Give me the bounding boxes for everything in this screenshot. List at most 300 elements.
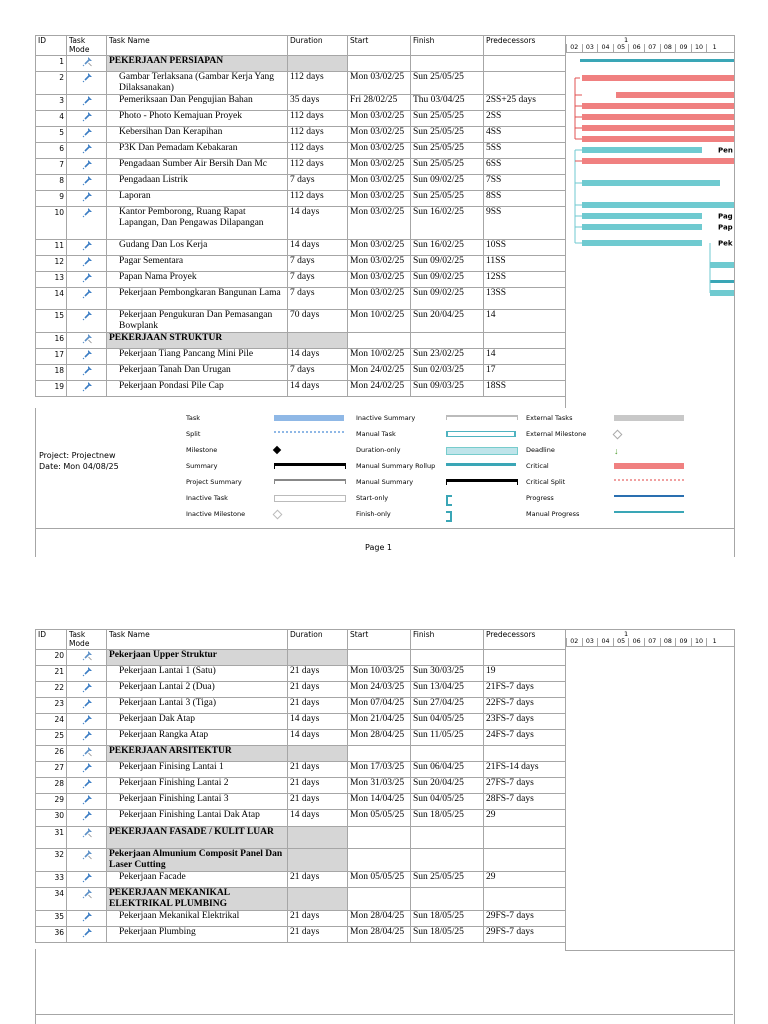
- task-finish[interactable]: Sun 02/03/25: [411, 365, 484, 381]
- task-row[interactable]: [36, 240, 566, 256]
- task-name[interactable]: Pekerjaan Facade: [107, 872, 288, 888]
- task-duration[interactable]: 21 days: [288, 762, 348, 778]
- task-row[interactable]: [36, 111, 566, 127]
- task-duration[interactable]: 21 days: [288, 794, 348, 810]
- task-finish[interactable]: Sun 09/02/25: [411, 175, 484, 191]
- task-start[interactable]: [348, 888, 411, 911]
- task-finish[interactable]: Sun 16/02/25: [411, 240, 484, 256]
- task-bar[interactable]: [582, 240, 702, 246]
- task-predecessors[interactable]: 11SS: [484, 256, 566, 272]
- task-row[interactable]: [36, 127, 566, 143]
- task-start[interactable]: Mon 28/04/25: [348, 911, 411, 927]
- timescale-tick: 04: [597, 638, 613, 646]
- task-start[interactable]: Mon 03/02/25: [348, 127, 411, 143]
- task-start[interactable]: Mon 14/04/25: [348, 794, 411, 810]
- task-predecessors[interactable]: 29: [484, 872, 566, 888]
- task-bar[interactable]: [582, 147, 702, 153]
- task-start[interactable]: Mon 07/04/25: [348, 698, 411, 714]
- task-bar[interactable]: [710, 262, 734, 268]
- task-predecessors[interactable]: 12SS: [484, 272, 566, 288]
- task-predecessors[interactable]: 22FS-7 days: [484, 698, 566, 714]
- task-predecessors[interactable]: [484, 72, 566, 95]
- task-id[interactable]: 22: [36, 682, 67, 698]
- task-start[interactable]: Mon 03/02/25: [348, 256, 411, 272]
- task-finish[interactable]: Sun 25/05/25: [411, 143, 484, 159]
- task-id[interactable]: 12: [36, 256, 67, 272]
- task-name[interactable]: Pemeriksaan Dan Pengujian Bahan: [107, 95, 288, 111]
- task-name[interactable]: PEKERJAAN MEKANIKAL ELEKTRIKAL PLUMBING: [107, 888, 288, 911]
- task-start[interactable]: Mon 17/03/25: [348, 762, 411, 778]
- task-name[interactable]: Kebersihan Dan Kerapihan: [107, 127, 288, 143]
- task-predecessors[interactable]: 23FS-7 days: [484, 714, 566, 730]
- task-duration[interactable]: 14 days: [288, 240, 348, 256]
- task-finish[interactable]: [411, 746, 484, 762]
- timescale-tick: 1: [706, 44, 722, 52]
- task-name[interactable]: Pagar Sementara: [107, 256, 288, 272]
- col-id-header[interactable]: ID: [36, 630, 67, 650]
- task-start[interactable]: Mon 03/02/25: [348, 288, 411, 310]
- task-id[interactable]: 8: [36, 175, 67, 191]
- task-duration[interactable]: 7 days: [288, 175, 348, 191]
- task-predecessors[interactable]: 9SS: [484, 207, 566, 240]
- task-id[interactable]: 29: [36, 794, 67, 810]
- task-start[interactable]: Mon 03/02/25: [348, 240, 411, 256]
- task-row[interactable]: [36, 333, 566, 349]
- task-start[interactable]: [348, 56, 411, 72]
- task-finish[interactable]: [411, 827, 484, 849]
- col-id-header[interactable]: ID: [36, 36, 67, 56]
- task-start[interactable]: Mon 03/02/25: [348, 175, 411, 191]
- task-row[interactable]: [36, 849, 566, 872]
- task-row[interactable]: [36, 143, 566, 159]
- legend-swatch: [274, 415, 344, 421]
- task-name[interactable]: Laporan: [107, 191, 288, 207]
- task-start[interactable]: Mon 21/04/25: [348, 714, 411, 730]
- task-row[interactable]: [36, 762, 566, 778]
- task-predecessors[interactable]: 13SS: [484, 288, 566, 310]
- task-name[interactable]: Kantor Pemborong, Ruang Rapat Lapangan, Dan Pengawas Dilapangan: [107, 207, 288, 240]
- task-row[interactable]: [36, 666, 566, 682]
- task-duration[interactable]: 21 days: [288, 682, 348, 698]
- task-id[interactable]: 14: [36, 288, 67, 310]
- task-predecessors[interactable]: 19: [484, 666, 566, 682]
- task-duration[interactable]: 112 days: [288, 191, 348, 207]
- task-duration[interactable]: 21 days: [288, 927, 348, 943]
- task-row[interactable]: [36, 288, 566, 310]
- col-start-header[interactable]: Start: [348, 630, 411, 650]
- task-predecessors[interactable]: 27FS-7 days: [484, 778, 566, 794]
- critical-task-bar[interactable]: [582, 136, 734, 142]
- task-start[interactable]: Mon 03/02/25: [348, 191, 411, 207]
- task-finish[interactable]: Sun 30/03/25: [411, 666, 484, 682]
- task-finish[interactable]: Sun 09/02/25: [411, 256, 484, 272]
- task-start[interactable]: Fri 28/02/25: [348, 95, 411, 111]
- task-predecessors[interactable]: [484, 650, 566, 666]
- task-name[interactable]: PEKERJAAN ARSITEKTUR: [107, 746, 288, 762]
- task-finish[interactable]: Sun 13/04/25: [411, 682, 484, 698]
- task-duration[interactable]: [288, 888, 348, 911]
- task-predecessors[interactable]: 10SS: [484, 240, 566, 256]
- task-predecessors[interactable]: 6SS: [484, 159, 566, 175]
- task-finish[interactable]: [411, 650, 484, 666]
- task-id[interactable]: 5: [36, 127, 67, 143]
- task-row[interactable]: [36, 714, 566, 730]
- task-name[interactable]: Pekerjaan Dak Atap: [107, 714, 288, 730]
- legend-label: Manual Progress: [526, 510, 580, 518]
- task-name[interactable]: Pekerjaan Rangka Atap: [107, 730, 288, 746]
- task-name[interactable]: Pekerjaan Finising Lantai 1: [107, 762, 288, 778]
- task-row[interactable]: [36, 56, 566, 72]
- task-duration[interactable]: [288, 333, 348, 349]
- task-duration[interactable]: 112 days: [288, 143, 348, 159]
- col-mode-header[interactable]: Task Mode: [67, 630, 107, 650]
- task-duration[interactable]: 7 days: [288, 288, 348, 310]
- task-id[interactable]: 28: [36, 778, 67, 794]
- critical-task-bar[interactable]: [582, 158, 734, 164]
- task-start[interactable]: Mon 10/02/25: [348, 349, 411, 365]
- task-start[interactable]: Mon 03/02/25: [348, 272, 411, 288]
- task-finish[interactable]: Sun 18/05/25: [411, 810, 484, 827]
- task-name[interactable]: Gudang Dan Los Kerja: [107, 240, 288, 256]
- summary-bar[interactable]: [580, 59, 734, 62]
- task-id[interactable]: 33: [36, 872, 67, 888]
- task-finish[interactable]: Sun 25/05/25: [411, 127, 484, 143]
- task-id[interactable]: 6: [36, 143, 67, 159]
- task-name[interactable]: Papan Nama Proyek: [107, 272, 288, 288]
- col-pred-header[interactable]: Predecessors: [484, 36, 566, 56]
- task-row[interactable]: [36, 365, 566, 381]
- task-start[interactable]: Mon 10/03/25: [348, 666, 411, 682]
- task-row[interactable]: [36, 256, 566, 272]
- task-start[interactable]: Mon 03/02/25: [348, 111, 411, 127]
- task-start[interactable]: Mon 03/02/25: [348, 72, 411, 95]
- task-row[interactable]: [36, 810, 566, 827]
- critical-task-bar[interactable]: [582, 114, 734, 120]
- legend-area-page-2: [35, 949, 735, 1024]
- task-start[interactable]: Mon 05/05/25: [348, 872, 411, 888]
- task-row[interactable]: [36, 698, 566, 714]
- task-predecessors[interactable]: 14: [484, 310, 566, 333]
- task-finish[interactable]: Sun 25/05/25: [411, 159, 484, 175]
- task-name[interactable]: Pekerjaan Pengukuran Dan Pemasangan Bowplank: [107, 310, 288, 333]
- task-row[interactable]: [36, 72, 566, 95]
- task-predecessors[interactable]: [484, 333, 566, 349]
- task-row[interactable]: [36, 349, 566, 365]
- task-name[interactable]: Pekerjaan Lantai 3 (Tiga): [107, 698, 288, 714]
- task-finish[interactable]: Thu 03/04/25: [411, 95, 484, 111]
- task-row[interactable]: [36, 207, 566, 240]
- task-start[interactable]: Mon 10/02/25: [348, 310, 411, 333]
- task-bar[interactable]: [582, 180, 720, 186]
- task-start[interactable]: [348, 746, 411, 762]
- task-duration[interactable]: 21 days: [288, 698, 348, 714]
- task-duration[interactable]: 112 days: [288, 127, 348, 143]
- task-predecessors[interactable]: 2SS+25 days: [484, 95, 566, 111]
- critical-task-bar[interactable]: [582, 125, 734, 131]
- task-id[interactable]: 10: [36, 207, 67, 240]
- legend-swatch: [446, 447, 518, 455]
- task-duration[interactable]: 21 days: [288, 911, 348, 927]
- task-row[interactable]: [36, 95, 566, 111]
- task-name[interactable]: P3K Dan Pemadam Kebakaran: [107, 143, 288, 159]
- task-start[interactable]: [348, 650, 411, 666]
- task-id[interactable]: 25: [36, 730, 67, 746]
- task-finish[interactable]: Sun 04/05/25: [411, 714, 484, 730]
- task-name[interactable]: Gambar Terlaksana (Gambar Kerja Yang Dilaksanakan): [107, 72, 288, 95]
- task-predecessors[interactable]: 28FS-7 days: [484, 794, 566, 810]
- task-finish[interactable]: Sun 25/05/25: [411, 191, 484, 207]
- task-finish[interactable]: Sun 11/05/25: [411, 730, 484, 746]
- task-duration[interactable]: [288, 56, 348, 72]
- task-finish[interactable]: [411, 56, 484, 72]
- task-predecessors[interactable]: [484, 746, 566, 762]
- task-id[interactable]: 31: [36, 827, 67, 849]
- task-row[interactable]: [36, 381, 566, 397]
- col-mode-header[interactable]: Task Mode: [67, 36, 107, 56]
- col-start-header[interactable]: Start: [348, 36, 411, 56]
- task-name[interactable]: Pekerjaan Finishing Lantai 3: [107, 794, 288, 810]
- critical-task-bar[interactable]: [582, 75, 734, 81]
- task-start[interactable]: Mon 24/03/25: [348, 682, 411, 698]
- task-finish[interactable]: Sun 23/02/25: [411, 349, 484, 365]
- task-duration[interactable]: 14 days: [288, 730, 348, 746]
- task-id[interactable]: 3: [36, 95, 67, 111]
- task-name[interactable]: Pekerjaan Pembongkaran Bangunan Lama: [107, 288, 288, 310]
- manual-task-mode-icon: [67, 310, 107, 333]
- task-name[interactable]: PEKERJAAN STRUKTUR: [107, 333, 288, 349]
- task-id[interactable]: 4: [36, 111, 67, 127]
- task-id[interactable]: 17: [36, 349, 67, 365]
- task-id[interactable]: 15: [36, 310, 67, 333]
- task-predecessors[interactable]: [484, 56, 566, 72]
- task-id[interactable]: 13: [36, 272, 67, 288]
- task-start[interactable]: [348, 849, 411, 872]
- task-finish[interactable]: Sun 25/05/25: [411, 111, 484, 127]
- task-duration[interactable]: 14 days: [288, 714, 348, 730]
- task-row[interactable]: [36, 310, 566, 333]
- col-duration-header[interactable]: Duration: [288, 630, 348, 650]
- manual-task-mode-icon: [67, 256, 107, 272]
- task-predecessors[interactable]: 21FS-7 days: [484, 682, 566, 698]
- timescale-tick: 10: [691, 638, 707, 646]
- task-finish[interactable]: Sun 09/03/25: [411, 381, 484, 397]
- task-id[interactable]: 16: [36, 333, 67, 349]
- task-name[interactable]: Photo - Photo Kemajuan Proyek: [107, 111, 288, 127]
- task-duration[interactable]: 70 days: [288, 310, 348, 333]
- task-predecessors[interactable]: 14: [484, 349, 566, 365]
- task-start[interactable]: Mon 03/02/25: [348, 143, 411, 159]
- col-name-header[interactable]: Task Name: [107, 36, 288, 56]
- task-predecessors[interactable]: 18SS: [484, 381, 566, 397]
- task-start[interactable]: [348, 333, 411, 349]
- task-id[interactable]: 11: [36, 240, 67, 256]
- manual-task-mode-icon: [67, 207, 107, 240]
- task-start[interactable]: Mon 28/04/25: [348, 927, 411, 943]
- task-name[interactable]: Pengadaan Listrik: [107, 175, 288, 191]
- page-1: [35, 35, 768, 557]
- task-row[interactable]: [36, 191, 566, 207]
- task-predecessors[interactable]: 4SS: [484, 127, 566, 143]
- task-id[interactable]: 18: [36, 365, 67, 381]
- task-id[interactable]: 35: [36, 911, 67, 927]
- task-id[interactable]: 24: [36, 714, 67, 730]
- task-row[interactable]: [36, 888, 566, 911]
- task-id[interactable]: 9: [36, 191, 67, 207]
- task-duration[interactable]: 21 days: [288, 666, 348, 682]
- task-predecessors[interactable]: 24FS-7 days: [484, 730, 566, 746]
- task-row[interactable]: [36, 911, 566, 927]
- task-predecessors[interactable]: 29FS-7 days: [484, 927, 566, 943]
- task-start[interactable]: Mon 28/04/25: [348, 730, 411, 746]
- task-name[interactable]: Pekerjaan Upper Struktur: [107, 650, 288, 666]
- task-id[interactable]: 26: [36, 746, 67, 762]
- task-duration[interactable]: 21 days: [288, 778, 348, 794]
- col-duration-header[interactable]: Duration: [288, 36, 348, 56]
- task-id[interactable]: 27: [36, 762, 67, 778]
- task-finish[interactable]: Sun 18/05/25: [411, 927, 484, 943]
- task-predecessors[interactable]: 2SS: [484, 111, 566, 127]
- critical-task-bar[interactable]: [582, 103, 734, 109]
- task-duration[interactable]: 14 days: [288, 349, 348, 365]
- manual-summary-mode-icon: [67, 849, 107, 872]
- task-name[interactable]: Pekerjaan Tanah Dan Urugan: [107, 365, 288, 381]
- task-duration[interactable]: [288, 650, 348, 666]
- task-predecessors[interactable]: 21FS-14 days: [484, 762, 566, 778]
- task-name[interactable]: Pekerjaan Mekanikal Elektrikal: [107, 911, 288, 927]
- manual-task-mode-icon: [67, 810, 107, 827]
- task-finish[interactable]: Sun 06/04/25: [411, 762, 484, 778]
- task-row[interactable]: [36, 682, 566, 698]
- task-predecessors[interactable]: 8SS: [484, 191, 566, 207]
- legend-swatch: ↓: [614, 446, 619, 456]
- task-duration[interactable]: 112 days: [288, 72, 348, 95]
- task-duration[interactable]: 7 days: [288, 365, 348, 381]
- task-finish[interactable]: Sun 25/05/25: [411, 872, 484, 888]
- task-name[interactable]: Pekerjaan Lantai 2 (Dua): [107, 682, 288, 698]
- summary-bar[interactable]: [710, 280, 734, 283]
- task-id[interactable]: 23: [36, 698, 67, 714]
- task-duration[interactable]: [288, 746, 348, 762]
- task-bar[interactable]: [582, 224, 702, 230]
- critical-task-bar[interactable]: [616, 92, 734, 98]
- task-id[interactable]: 34: [36, 888, 67, 911]
- task-id[interactable]: 30: [36, 810, 67, 827]
- task-row[interactable]: [36, 872, 566, 888]
- task-finish[interactable]: Sun 09/02/25: [411, 288, 484, 310]
- task-name[interactable]: PEKERJAAN PERSIAPAN: [107, 56, 288, 72]
- task-name[interactable]: Pengadaan Sumber Air Bersih Dan Mc: [107, 159, 288, 175]
- task-finish[interactable]: Sun 09/02/25: [411, 272, 484, 288]
- task-finish[interactable]: Sun 20/04/25: [411, 310, 484, 333]
- task-duration[interactable]: 21 days: [288, 872, 348, 888]
- task-name[interactable]: Pekerjaan Tiang Pancang Mini Pile: [107, 349, 288, 365]
- task-duration[interactable]: 14 days: [288, 207, 348, 240]
- task-predecessors[interactable]: [484, 827, 566, 849]
- task-finish[interactable]: Sun 18/05/25: [411, 911, 484, 927]
- page-number: Page 1: [365, 543, 392, 552]
- task-bar[interactable]: [582, 202, 734, 208]
- task-finish[interactable]: [411, 888, 484, 911]
- task-predecessors[interactable]: 7SS: [484, 175, 566, 191]
- task-bar[interactable]: [710, 290, 734, 296]
- task-name[interactable]: Pekerjaan Plumbing: [107, 927, 288, 943]
- task-id[interactable]: 21: [36, 666, 67, 682]
- legend-label: External Milestone: [526, 430, 587, 438]
- task-name[interactable]: Pekerjaan Almunium Composit Panel Dan Laser Cutting: [107, 849, 288, 872]
- task-id[interactable]: 32: [36, 849, 67, 872]
- task-row[interactable]: [36, 650, 566, 666]
- task-predecessors[interactable]: 5SS: [484, 143, 566, 159]
- task-id[interactable]: 7: [36, 159, 67, 175]
- task-finish[interactable]: Sun 20/04/25: [411, 778, 484, 794]
- task-start[interactable]: Mon 24/02/25: [348, 365, 411, 381]
- task-finish[interactable]: Sun 27/04/25: [411, 698, 484, 714]
- task-predecessors[interactable]: [484, 888, 566, 911]
- task-finish[interactable]: Sun 16/02/25: [411, 207, 484, 240]
- task-duration[interactable]: 35 days: [288, 95, 348, 111]
- task-row[interactable]: [36, 794, 566, 810]
- task-start[interactable]: Mon 31/03/25: [348, 778, 411, 794]
- task-row[interactable]: [36, 159, 566, 175]
- task-id[interactable]: 19: [36, 381, 67, 397]
- col-finish-header[interactable]: Finish: [411, 630, 484, 650]
- task-start[interactable]: Mon 05/05/25: [348, 810, 411, 827]
- task-row[interactable]: [36, 272, 566, 288]
- task-name[interactable]: Pekerjaan Pondasi Pile Cap: [107, 381, 288, 397]
- task-duration[interactable]: 14 days: [288, 810, 348, 827]
- task-name[interactable]: Pekerjaan Finishing Lantai 2: [107, 778, 288, 794]
- task-predecessors[interactable]: 29FS-7 days: [484, 911, 566, 927]
- task-start[interactable]: Mon 03/02/25: [348, 159, 411, 175]
- task-id[interactable]: 20: [36, 650, 67, 666]
- task-start[interactable]: Mon 03/02/25: [348, 207, 411, 240]
- task-row[interactable]: [36, 730, 566, 746]
- task-predecessors[interactable]: 29: [484, 810, 566, 827]
- col-name-header[interactable]: Task Name: [107, 630, 288, 650]
- task-duration[interactable]: 7 days: [288, 256, 348, 272]
- task-duration[interactable]: 112 days: [288, 159, 348, 175]
- task-row[interactable]: [36, 175, 566, 191]
- task-id[interactable]: 1: [36, 56, 67, 72]
- task-name[interactable]: Pekerjaan Lantai 1 (Satu): [107, 666, 288, 682]
- task-name[interactable]: Pekerjaan Finishing Lantai Dak Atap: [107, 810, 288, 827]
- task-duration[interactable]: [288, 827, 348, 849]
- task-row[interactable]: [36, 827, 566, 849]
- task-bar[interactable]: [582, 213, 702, 219]
- task-duration[interactable]: 112 days: [288, 111, 348, 127]
- task-start[interactable]: Mon 24/02/25: [348, 381, 411, 397]
- legend-label: Deadline: [526, 446, 555, 454]
- task-id[interactable]: 36: [36, 927, 67, 943]
- task-duration[interactable]: [288, 849, 348, 872]
- task-finish[interactable]: [411, 849, 484, 872]
- task-predecessors[interactable]: 17: [484, 365, 566, 381]
- task-row[interactable]: [36, 746, 566, 762]
- task-id[interactable]: 2: [36, 72, 67, 95]
- task-row[interactable]: [36, 927, 566, 943]
- task-finish[interactable]: Sun 25/05/25: [411, 72, 484, 95]
- task-name[interactable]: PEKERJAAN FASADE / KULIT LUAR: [107, 827, 288, 849]
- col-pred-header[interactable]: Predecessors: [484, 630, 566, 650]
- col-finish-header[interactable]: Finish: [411, 36, 484, 56]
- task-finish[interactable]: [411, 333, 484, 349]
- task-predecessors[interactable]: [484, 849, 566, 872]
- task-start[interactable]: [348, 827, 411, 849]
- task-duration[interactable]: 14 days: [288, 381, 348, 397]
- task-finish[interactable]: Sun 04/05/25: [411, 794, 484, 810]
- task-duration[interactable]: 7 days: [288, 272, 348, 288]
- task-row[interactable]: [36, 778, 566, 794]
